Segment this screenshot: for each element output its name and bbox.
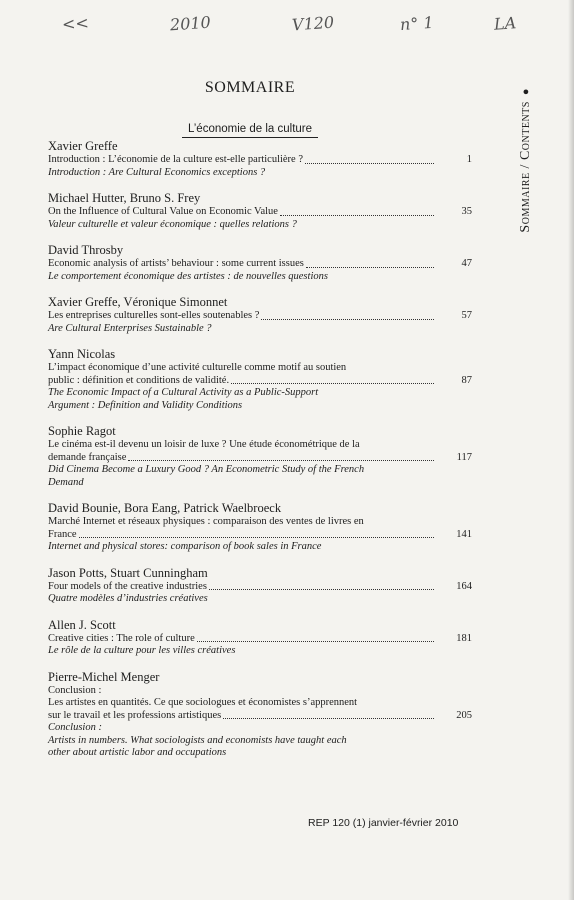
- dot-leader: [209, 589, 434, 590]
- entry-author: David Throsby: [48, 243, 124, 257]
- dot-leader: [128, 460, 434, 461]
- entry-author: Yann Nicolas: [48, 347, 116, 361]
- entry-page-number: 205: [456, 709, 472, 721]
- entry-line-text: France: [48, 528, 77, 540]
- entry-line-text: Le rôle de la culture pour les villes créatives: [48, 645, 236, 656]
- entry-title-translation-line: [48, 400, 472, 413]
- entry-line-text: Demand: [48, 476, 84, 488]
- contents-entry-body: [48, 190, 472, 231]
- entry-line-text: Quatre modèles d’industries créatives: [48, 593, 208, 604]
- handwritten-note: <<: [61, 13, 90, 34]
- entry-page-number: 47: [461, 258, 472, 269]
- entry-line-text: Creative cities : The role of culture: [48, 632, 195, 644]
- entry-title-translation-line: [48, 271, 472, 284]
- side-title-text-wrap: [518, 88, 542, 328]
- entry-title-translation-line: [48, 477, 472, 490]
- dot-leader: [306, 267, 434, 268]
- entry-line-text: Les artistes en quantités. Ce que sociologues et économistes s’apprennent: [48, 697, 358, 708]
- entry-title-line: [48, 516, 472, 529]
- entry-line-text: Are Cultural Enterprises Sustainable ?: [48, 322, 212, 334]
- side-title: [518, 88, 542, 328]
- entry-page-number: 1: [466, 154, 472, 165]
- entry-title-line: [48, 310, 436, 323]
- entry-title-line: [48, 258, 436, 271]
- entry-line-text: Conclusion :: [48, 722, 102, 733]
- entry-title-line: [48, 710, 436, 723]
- contents-entry-body: [48, 294, 472, 335]
- entry-page-number: 141: [456, 528, 472, 540]
- dot-leader: [280, 215, 434, 216]
- entry-line-text: Internet and physical stores: comparison of book sales in France: [48, 541, 322, 552]
- entry-line-text: The Economic Impact of a Cultural Activity as a Public-Support: [48, 387, 319, 398]
- contents-entry-body: [48, 565, 472, 606]
- handwritten-notes: [0, 14, 574, 44]
- entry-line-text: public : définition et conditions de validité.: [48, 374, 230, 386]
- contents-entry: [48, 138, 472, 179]
- contents-list: [48, 138, 472, 771]
- entry-line-text: Conclusion :: [48, 684, 102, 696]
- entry-line-text: demande française: [48, 451, 127, 463]
- entry-title-translation-line: [48, 541, 472, 554]
- contents-entry-body: [48, 669, 472, 760]
- bullet-icon: ●: [520, 88, 532, 96]
- handwritten-note: 2010: [169, 12, 212, 35]
- entry-title-translation-line: [48, 735, 472, 748]
- entry-title-line: [48, 206, 436, 219]
- contents-entry-body: [48, 500, 472, 554]
- entry-title-line: [48, 529, 436, 542]
- entry-title-translation-line: [48, 323, 472, 336]
- contents-entry-body: [48, 138, 472, 179]
- entry-line-text: Argument : Definition and Validity Conditions: [48, 399, 243, 411]
- scan-edge-shadow: [568, 0, 574, 900]
- entry-title-line: [48, 439, 472, 452]
- entry-title-translation-line: [48, 747, 472, 760]
- dot-leader: [231, 383, 434, 384]
- contents-entry: [48, 617, 472, 658]
- contents-entry: [48, 346, 472, 412]
- entry-page-number: 87: [461, 374, 472, 386]
- entry-author: Michael Hutter, Bruno S. Frey: [48, 191, 201, 205]
- entry-title-line: [48, 685, 472, 698]
- entry-line-text: Four models of the creative industries: [48, 580, 207, 592]
- entry-line-text: L’impact économique d’une activité culturelle comme motif au soutien: [48, 362, 347, 373]
- contents-entry-body: [48, 617, 472, 658]
- entry-page-number: 181: [456, 632, 472, 644]
- dot-leader: [223, 718, 434, 719]
- entry-line-text: Economic analysis of artists’ behaviour : some current issues: [48, 258, 304, 269]
- contents-entry: [48, 242, 472, 283]
- entry-page-number: 35: [461, 206, 472, 217]
- entry-line-text: Marché Internet et réseaux physiques : comparaison des ventes de livres en: [48, 516, 364, 527]
- entry-line-text: Introduction : Are Cultural Economics exceptions ?: [48, 166, 266, 178]
- entry-author: Xavier Greffe, Véronique Simonnet: [48, 295, 228, 309]
- handwritten-note: V120: [291, 12, 335, 35]
- contents-entry-body: [48, 346, 472, 412]
- entry-title-line: [48, 375, 436, 388]
- entry-author: Pierre-Michel Menger: [48, 669, 160, 684]
- entry-title-translation-line: [48, 387, 472, 400]
- entry-line-text: Introduction : L’économie de la culture est-elle particulière ?: [48, 154, 304, 165]
- entry-title-translation-line: [48, 593, 472, 606]
- contents-entry: [48, 190, 472, 231]
- entry-author: Xavier Greffe: [48, 139, 118, 153]
- entry-page-number: 117: [456, 451, 472, 463]
- entry-author: Sophie Ragot: [48, 424, 116, 438]
- contents-entry: [48, 669, 472, 760]
- handwritten-note: n° 1: [399, 12, 435, 35]
- entry-line-text: sur le travail et les professions artistiques: [48, 709, 222, 721]
- contents-entry-body: [48, 242, 472, 283]
- contents-entry: [48, 565, 472, 606]
- entry-author: David Bounie, Bora Eang, Patrick Waelbroeck: [48, 501, 282, 515]
- entry-title-line: [48, 452, 436, 465]
- entry-line-text: other about artistic labor and occupations: [48, 747, 227, 758]
- entry-title-line: [48, 154, 436, 167]
- dot-leader: [261, 319, 434, 320]
- entry-line-text: On the Influence of Cultural Value on Economic Value: [48, 206, 278, 217]
- entry-title-translation-line: [48, 167, 472, 180]
- entry-line-text: Valeur culturelle et valeur économique : quelles relations ?: [48, 218, 297, 230]
- entry-author: Allen J. Scott: [48, 617, 116, 632]
- entry-line-text: Le cinéma est-il devenu un loisir de luxe ? Une étude économétrique de la: [48, 439, 360, 450]
- contents-entry: [48, 294, 472, 335]
- entry-title-line: [48, 697, 472, 710]
- dot-leader: [197, 641, 434, 642]
- theme-heading: L’économie de la culture: [182, 123, 318, 138]
- entry-title-translation-line: [48, 464, 472, 477]
- dot-leader: [305, 163, 434, 164]
- entry-page-number: 164: [456, 580, 472, 592]
- entry-title-translation-line: [48, 219, 472, 232]
- contents-entry: [48, 423, 472, 489]
- entry-title-line: [48, 581, 436, 594]
- dot-leader: [79, 537, 434, 538]
- entry-title-line: [48, 633, 436, 646]
- entry-line-text: Les entreprises culturelles sont-elles soutenables ?: [48, 310, 260, 321]
- contents-entry-body: [48, 423, 472, 489]
- entry-title-translation-line: [48, 645, 472, 658]
- page-title: SOMMAIRE: [204, 79, 296, 96]
- side-title-text: Sommaire / Contents: [518, 101, 533, 233]
- entry-line-text: Did Cinema Become a Luxury Good ? An Econometric Study of the French: [48, 464, 365, 475]
- theme-heading-wrap: [0, 119, 500, 138]
- entry-title-translation-line: [48, 722, 472, 735]
- entry-title-line: [48, 362, 472, 375]
- footer-issue: REP 120 (1) janvier-février 2010: [308, 817, 459, 829]
- entry-line-text: Le comportement économique des artistes : de nouvelles questions: [48, 270, 328, 282]
- entry-author: Jason Potts, Stuart Cunningham: [48, 565, 208, 580]
- contents-entry: [48, 500, 472, 554]
- handwritten-note: LA: [493, 13, 517, 34]
- entry-line-text: Artists in numbers. What sociologists and economists have taught each: [48, 734, 347, 746]
- entry-page-number: 57: [461, 310, 472, 321]
